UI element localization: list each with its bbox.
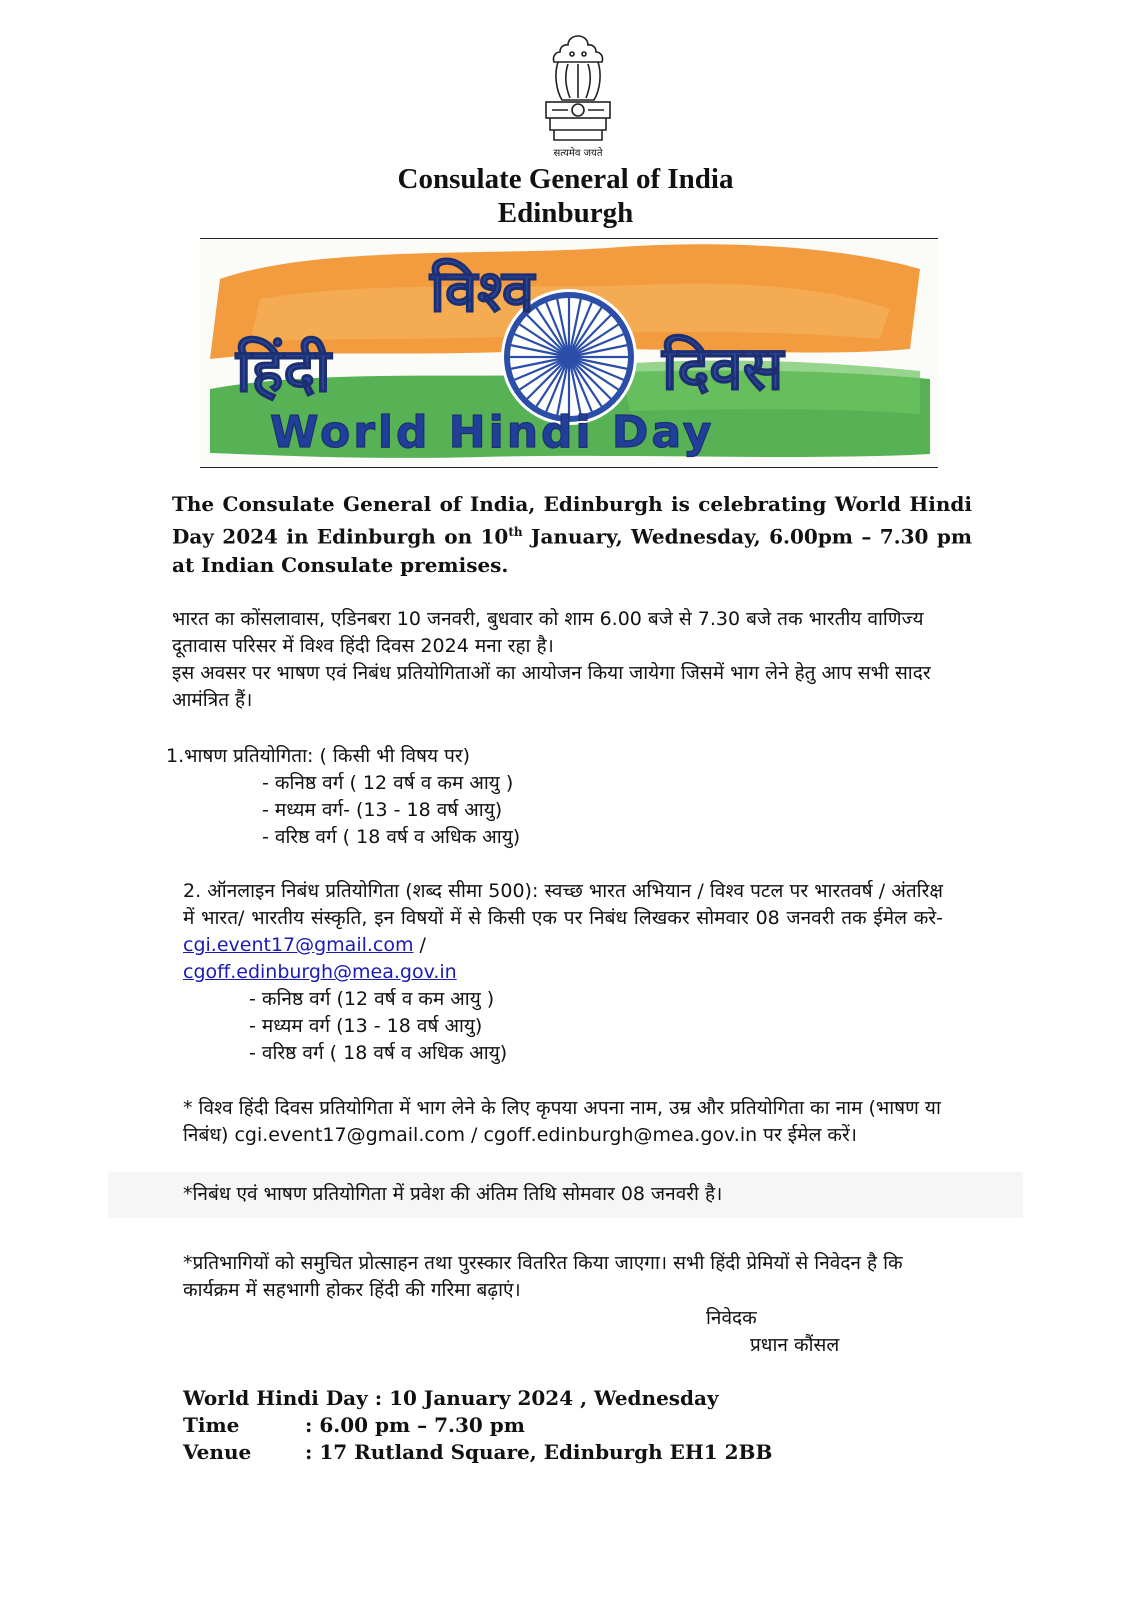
event-venue-row [183,1439,772,1466]
deadline-note: *निबंध एवं भाषण प्रतियोगिता में प्रवेश की अंतिम तिथि सोमवार 08 जनवरी है। [183,1183,723,1205]
venue-value: : 17 Rutland Square, Edinburgh EH1 2BB [305,1440,773,1464]
registration-note-text: * विश्व हिंदी दिवस प्रतियोगिता में भाग लेने के लिए कृपया अपना नाम, उम्र और प्रतियोगिता का नाम (भाषण या निबंध) cgi.event17@gmail.com / cgoff.edinburgh@mea.gov.in पर ईमेल करें। [183,1097,941,1146]
hindi-invite-line: इस अवसर पर भाषण एवं निबंध प्रतियोगिताओं का आयोजन किया जायेगा जिसमें भाग लेने हेतु आप सभी सादर आमंत्रित हैं। [172,662,931,711]
category-middle: - मध्यम वर्ग (13 - 18 वर्ष आयु) [249,1015,483,1037]
signature-requester: निवेदक [706,1307,757,1329]
email-link-event[interactable]: cgi.event17@gmail.com [183,934,414,956]
signature-consul: प्रधान कौंसल [750,1334,840,1356]
essay-competition [183,878,943,1067]
event-time-row [183,1412,772,1439]
hindi-announcement [172,606,972,714]
hindi-intro-line: भारत का कोंसलावास, एडिनबरा 10 जनवरी, बुधवार को शाम 6.00 बजे से 7.30 बजे तक भारतीय वाणिज्य दूतावास परिसर में विश्व हिंदी दिवस 2024 मना रहा है। [172,608,924,657]
consulate-city: Edinburgh [497,197,634,229]
banner-english-title: World Hindi Day [270,407,715,458]
banner-word-hindi: हिंदी [236,336,331,406]
prize-note [183,1250,943,1304]
email-link-consulate[interactable]: cgoff.edinburgh@mea.gov.in [183,961,457,983]
category-senior: - वरिष्ठ वर्ग ( 18 वर्ष व अधिक आयु) [262,826,521,848]
english-announcement [172,490,972,579]
time-label: Time [183,1413,240,1437]
category-junior: - कनिष्ठ वर्ग ( 12 वर्ष व कम आयु ) [262,772,514,794]
announcement-text-start: The Consulate General of India, Edinburgh is celebrating World Hindi Day 2024 in Edinburgh on 10 [172,492,972,549]
time-value: : 6.00 pm – 7.30 pm [305,1413,525,1437]
prize-note-text: *प्रतिभागियों को समुचित प्रोत्साहन तथा पुरस्कार वितरित किया जाएगा। सभी हिंदी प्रेमियों से निवेदन है कि कार्यक्रम में सहभागी होकर हिंदी की गरिमा बढ़ाएं। [183,1252,903,1301]
email-separator: / [413,934,426,956]
speech-competition [166,743,866,851]
event-date-row: World Hindi Day : 10 January 2024 , Wednesday [183,1386,719,1410]
world-hindi-day-banner [200,238,938,468]
category-senior: - वरिष्ठ वर्ग ( 18 वर्ष व अधिक आयु) [249,1042,508,1064]
speech-competition-heading: 1.भाषण प्रतियोगिता: ( किसी भी विषय पर) [166,745,471,767]
category-middle: - मध्यम वर्ग- (13 - 18 वर्ष आयु) [262,799,503,821]
event-details [183,1385,772,1466]
venue-label: Venue [183,1440,252,1464]
consulate-title: Consulate General of India [397,163,734,195]
banner-word-divas: दिवस [662,334,784,404]
essay-competition-text [183,878,943,986]
category-junior: - कनिष्ठ वर्ग (12 वर्ष व कम आयु ) [249,988,495,1010]
registration-note [183,1095,943,1149]
essay-competition-description: 2. ऑनलाइन निबंध प्रतियोगिता (शब्द सीमा 500): स्वच्छ भारत अभियान / विश्व पटल पर भारतवर्ष / अंतरिक्ष में भारत/ भारतीय संस्कृति, इन विषयों में से किसी एक पर निबंध लिखकर सोमवार 08 जनवरी तक ईमेल करे- [183,880,943,929]
ordinal-suffix: th [508,525,523,539]
emblem-motto: सत्यमेव जयते [553,148,603,159]
national-emblem-icon [528,30,628,155]
banner-word-vishva: विश्व [430,257,535,325]
announcement-text-end: January, Wednesday, 6.00pm – 7.30 pm at Indian Consulate premises. [172,524,972,577]
